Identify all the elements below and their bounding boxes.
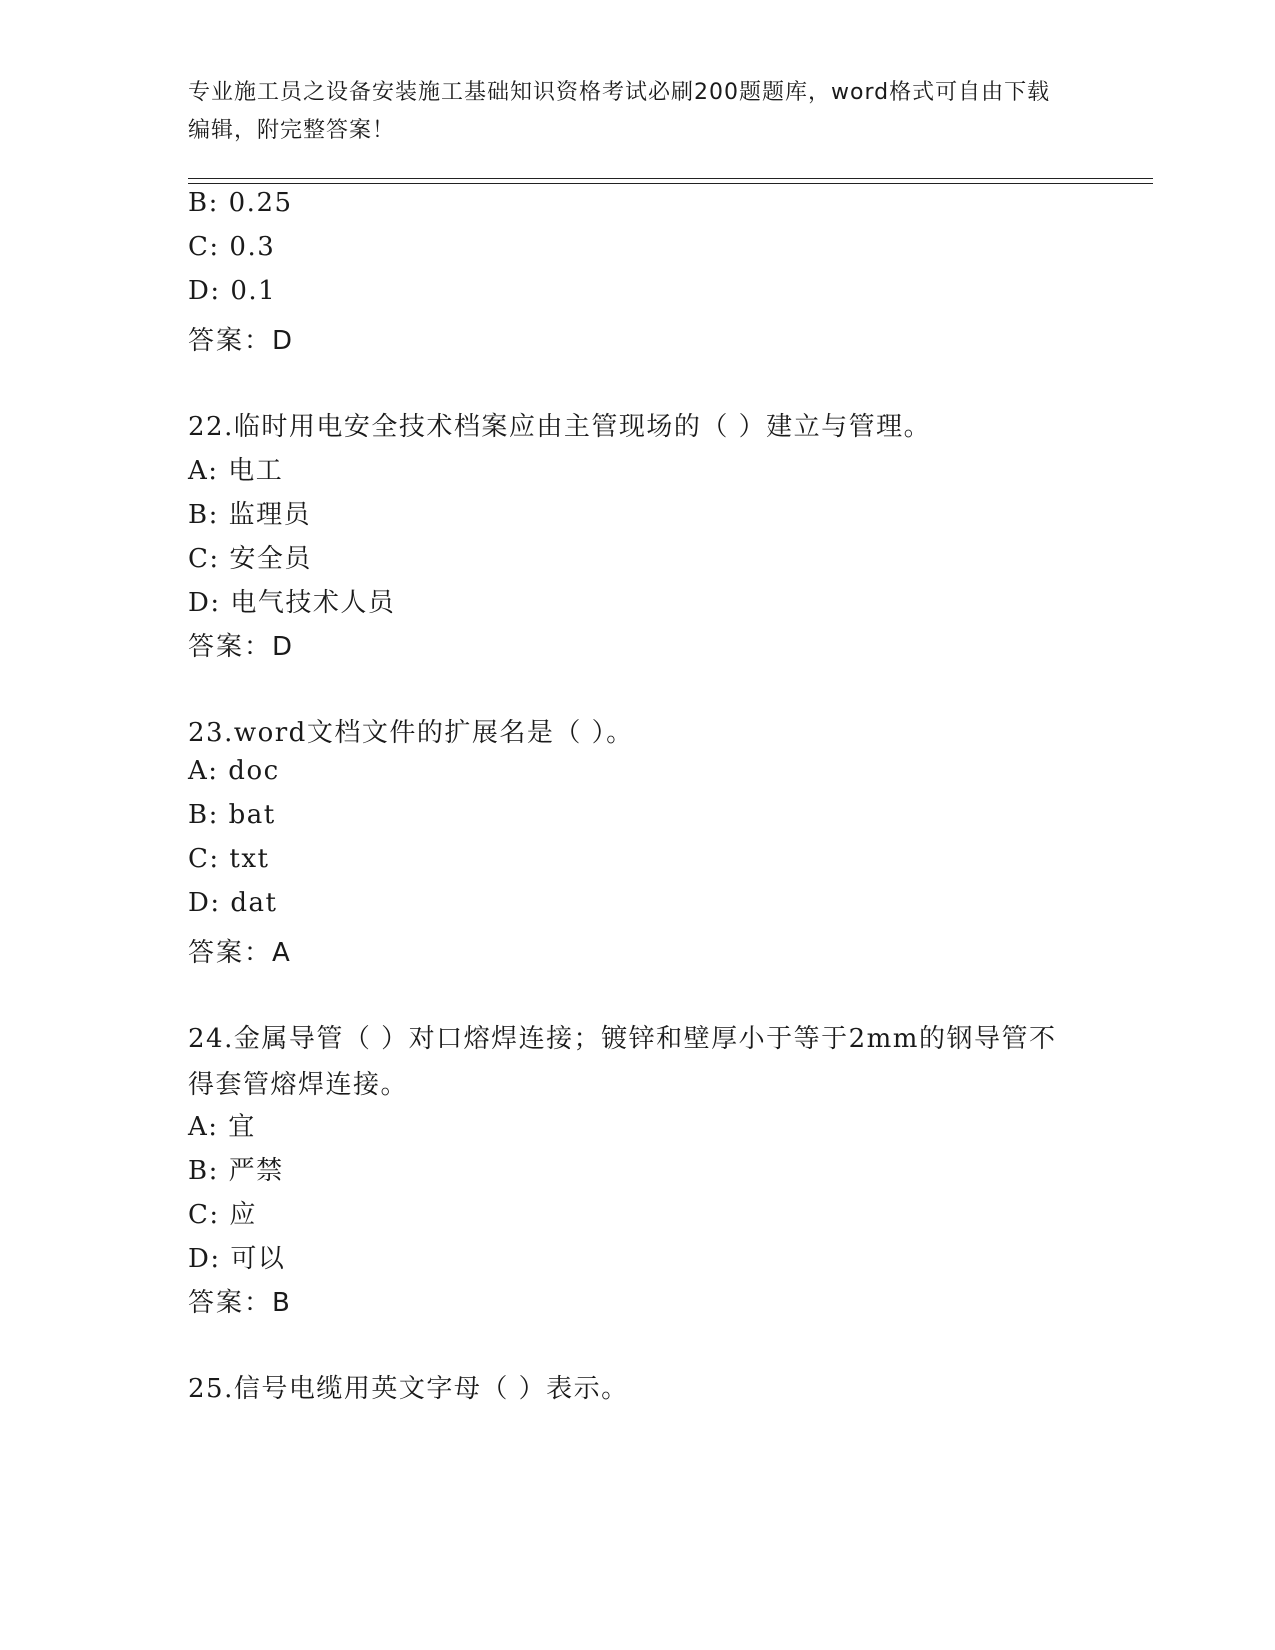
answer-label: 答案：A xyxy=(188,938,292,968)
header-rule-top xyxy=(188,178,1153,179)
option-d: D: dat xyxy=(188,888,278,918)
option-c: C: txt xyxy=(188,844,270,874)
option-a: A: 电工 xyxy=(188,456,284,486)
answer-label: 答案：D xyxy=(188,326,295,356)
option-b: B: 严禁 xyxy=(188,1156,284,1186)
option-b: B: 监理员 xyxy=(188,500,312,530)
option-c: C: 应 xyxy=(188,1200,257,1230)
option-d: D: 可以 xyxy=(188,1244,286,1274)
answer-label: 答案：B xyxy=(188,1288,292,1318)
option-c: C: 安全员 xyxy=(188,544,312,574)
option-c: C: 0.3 xyxy=(188,232,276,262)
question-stem: 25.信号电缆用英文字母（ ）表示。 xyxy=(188,1374,629,1404)
option-a: A: doc xyxy=(188,756,280,786)
option-d: D: 电气技术人员 xyxy=(188,588,396,618)
option-a: A: 宜 xyxy=(188,1112,256,1142)
option-d: D: 0.1 xyxy=(188,276,277,306)
header-rule-bottom xyxy=(188,183,1153,184)
option-b: B: 0.25 xyxy=(188,188,293,218)
answer-label: 答案：D xyxy=(188,632,295,662)
question-stem: 22.临时用电安全技术档案应由主管现场的（ ）建立与管理。 xyxy=(188,412,932,442)
question-stem: 24.金属导管（ ）对口熔焊连接；镀锌和壁厚小于等于2mm的钢导管不得套管熔焊连接。 xyxy=(188,1024,1057,1100)
question-stem: 23.word文档文件的扩展名是（ ）。 xyxy=(188,718,634,748)
document-header: 专业施工员之设备安装施工基础知识资格考试必刷200题题库，word格式可自由下载编辑，附完整答案！ xyxy=(188,80,1051,143)
option-b: B: bat xyxy=(188,800,276,830)
